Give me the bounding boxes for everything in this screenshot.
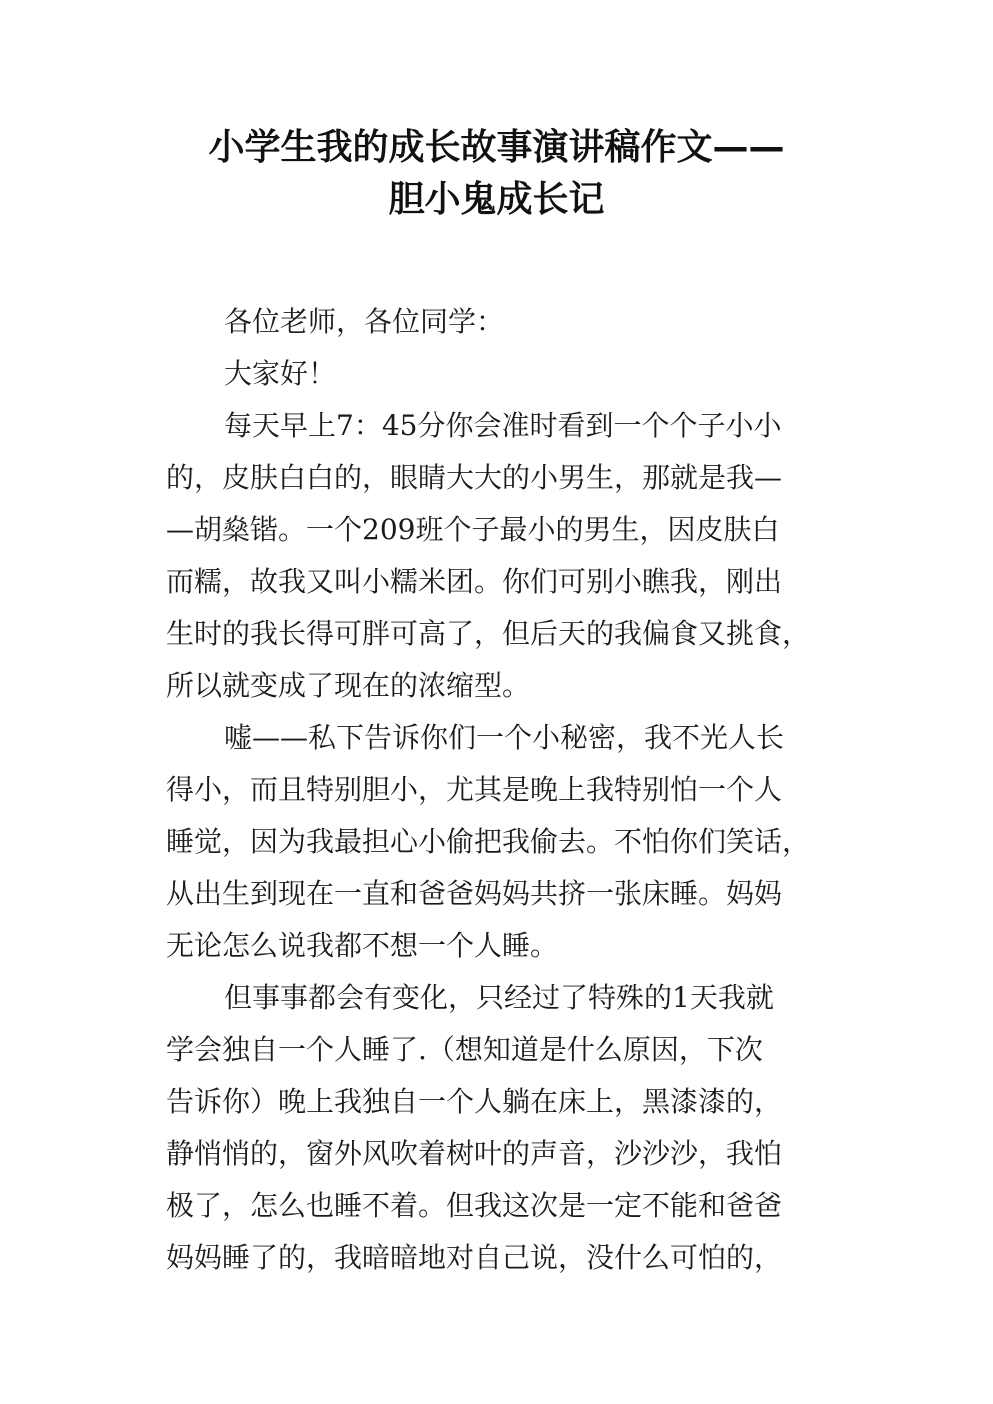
body-line: 但事事都会有变化，只经过了特殊的1天我就 <box>224 981 774 1014</box>
body-line: 无论怎么说我都不想一个人睡。 <box>166 929 559 962</box>
body-line: 各位老师，各位同学： <box>224 305 505 338</box>
body-line: 得小，而且特别胆小，尤其是晚上我特别怕一个人 <box>166 773 783 806</box>
body-line: 从出生到现在一直和爸爸妈妈共挤一张床睡。妈妈 <box>166 877 783 910</box>
title-line-1: 小学生我的成长故事演讲稿作文—— <box>208 127 785 168</box>
body-line: 告诉你）晚上我独自一个人躺在床上，黑漆漆的， <box>166 1085 783 1118</box>
body-line: 嘘——私下告诉你们一个小秘密，我不光人长 <box>224 721 785 754</box>
body-line: 静悄悄的，窗外风吹着树叶的声音，沙沙沙，我怕 <box>166 1137 783 1170</box>
body-line: 极了，怎么也睡不着。但我这次是一定不能和爸爸 <box>166 1189 783 1222</box>
body-line: 而糯，故我又叫小糯米团。你们可别小瞧我，刚出 <box>166 565 783 598</box>
body-line: —胡燊锴。一个209班个子最小的男生，因皮肤白 <box>166 513 780 546</box>
body-line: 的，皮肤白白的，眼睛大大的小男生，那就是我— <box>166 461 783 494</box>
body-line: 睡觉，因为我最担心小偷把我偷去。不怕你们笑话， <box>166 825 811 858</box>
title-line-2: 胆小鬼成长记 <box>388 179 605 220</box>
body-line: 妈妈睡了的，我暗暗地对自己说，没什么可怕的， <box>166 1241 783 1274</box>
body-line: 每天早上7：45分你会准时看到一个个子小小 <box>224 409 782 442</box>
body-line: 所以就变成了现在的浓缩型。 <box>166 669 531 702</box>
body-line: 生时的我长得可胖可高了，但后天的我偏食又挑食， <box>166 617 811 650</box>
document-body <box>166 296 838 1284</box>
document-title <box>0 122 993 226</box>
body-line: 大家好！ <box>224 357 337 390</box>
body-line: 学会独自一个人睡了.（想知道是什么原因，下次 <box>166 1033 763 1066</box>
